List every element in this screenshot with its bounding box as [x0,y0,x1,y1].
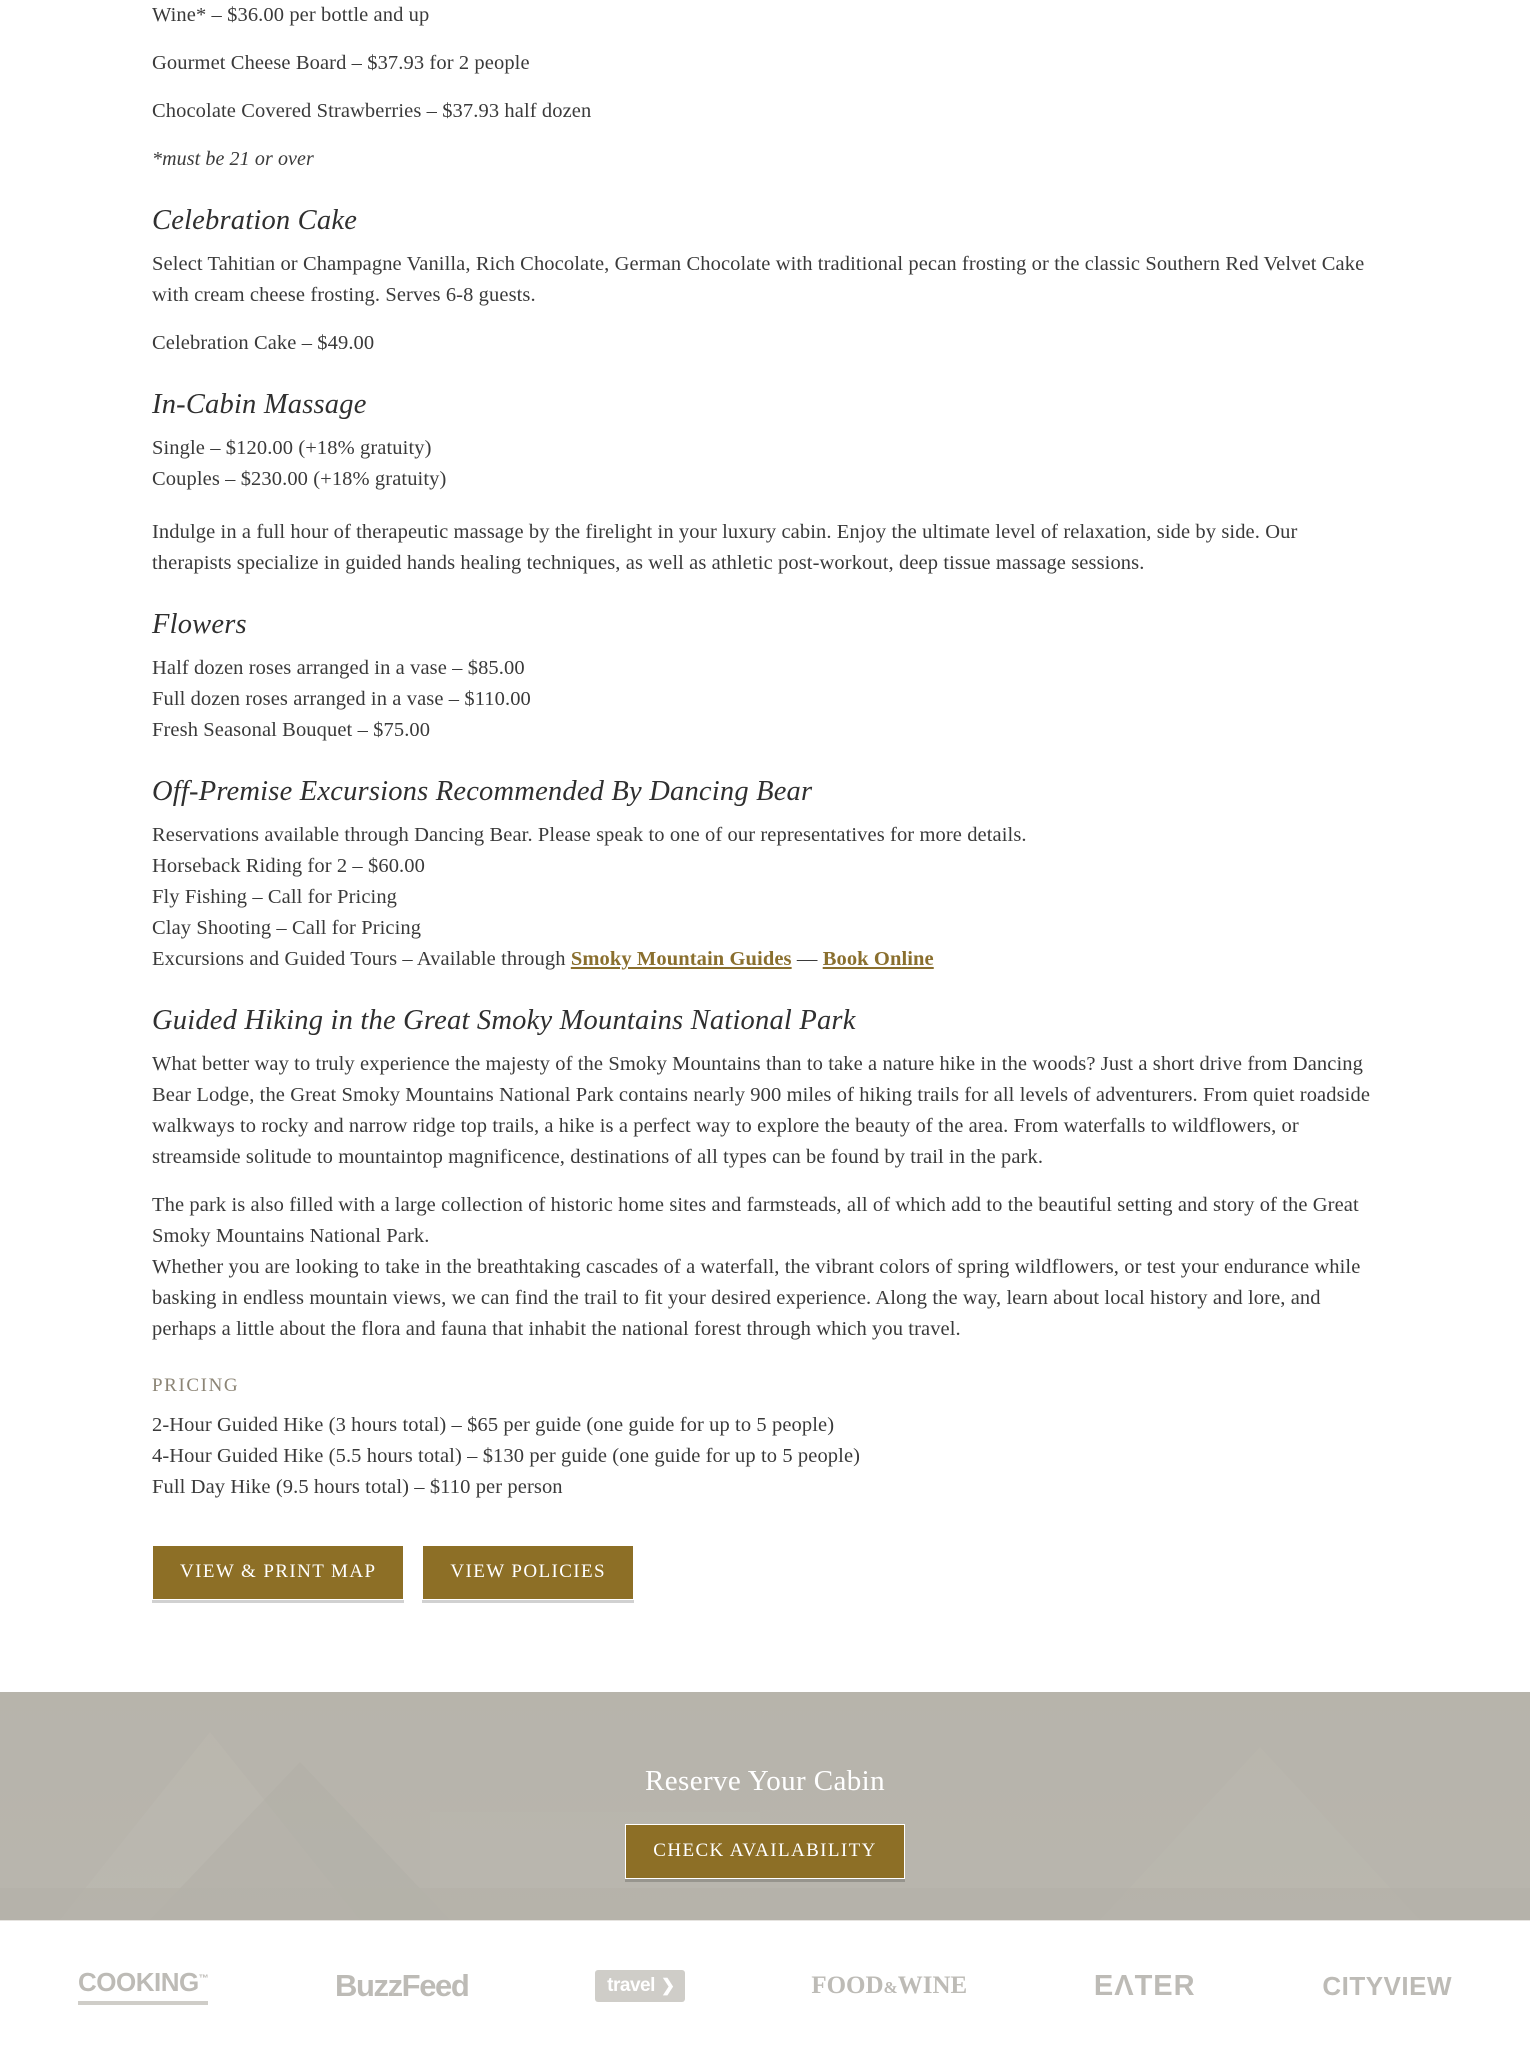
logo-wine-text: WINE [897,1972,968,1999]
reserve-title: Reserve Your Cabin [645,1765,885,1797]
tours-prefix-text: Excursions and Guided Tours – Available through [152,948,571,970]
action-buttons [152,1545,1378,1600]
smoky-mountain-guides-link[interactable]: Smoky Mountain Guides [570,948,792,970]
flowers-item: Half dozen roses arranged in a vase – $85.00 [152,657,525,679]
logo-cityview: CITYVIEW [1322,1970,1452,2001]
check-availability-button[interactable]: CHECK AVAILABILITY [625,1824,904,1879]
logo-cooking-channel [78,1967,208,2005]
section-heading-guided-hiking: Guided Hiking in the Great Smoky Mountains National Park [152,1005,856,1036]
flowers-item: Fresh Seasonal Bouquet – $75.00 [152,719,431,741]
pricing-label: PRICING [152,1375,240,1396]
excursions-item: Horseback Riding for 2 – $60.00 [152,855,425,877]
logo-cooking-text: COOKING [78,1967,199,1997]
tours-dash-text: — [791,948,823,970]
section-heading-celebration-cake: Celebration Cake [152,205,358,236]
book-online-link[interactable]: Book Online [822,948,934,970]
chevron-right-icon: ❯ [660,1976,675,1995]
massage-price-couples: Couples – $230.00 (+18% gratuity) [152,468,447,490]
amenity-line: Wine* – $36.00 per bottle and up [152,4,430,26]
hiking-price-item: Full Day Hike (9.5 hours total) – $110 per person [152,1476,563,1498]
flowers-item: Full dozen roses arranged in a vase – $110.00 [152,688,531,710]
hiking-paragraph-3: Whether you are looking to take in the breathtaking cascades of a waterfall, the vibrant colors of spring wildflowers, or test your endurance while basking in endless mountain views, we can find the trail to fit your desired experience. Along the way, learn about local history and lore, and perhaps a little about the flora and fauna that inhabit the national forest through which you travel. [152,1256,1361,1340]
logo-buzzfeed: BuzzFeed [334,1968,469,2003]
celebration-cake-price: Celebration Cake – $49.00 [152,332,375,354]
logo-cooking-tm: ™ [198,1973,209,1985]
excursions-item: Fly Fishing – Call for Pricing [152,886,398,908]
celebration-cake-description: Select Tahitian or Champagne Vanilla, Rich Chocolate, German Chocolate with traditional pecan frosting or the classic Southern Red Velvet Cake with cream cheese frosting. Serves 6-8 guests. [152,253,1365,306]
excursions-item: Clay Shooting – Call for Pricing [152,917,422,939]
hiking-paragraph-1: What better way to truly experience the majesty of the Smoky Mountains than to take a nature hike in the woods? Just a short drive from Dancing Bear Lodge, the Great Smoky Mountains National Park contains nearly 900 miles of hiking trails for all levels of adventurers. From quiet roadside walkways to rocky and narrow ridge top trails, a hike is a perfect way to explore the beauty of the area. From waterfalls to wildflowers, or streamside solitude to mountaintop magnificence, destinations of all types can be found by trail in the park. [152,1053,1371,1168]
logo-travel-channel [595,1970,684,2002]
logo-ampersand: & [883,1978,898,1997]
section-heading-in-cabin-massage: In-Cabin Massage [152,389,367,420]
excursions-tours-line [152,944,1378,975]
logo-food-text: FOOD [811,1972,884,1999]
reserve-cta-wrap [0,1824,1530,1879]
age-note: *must be 21 or over [152,148,314,170]
amenities-list [152,0,1378,175]
hiking-paragraph-2: The park is also filled with a large collection of historic home sites and farmsteads, all of which add to the beautiful setting and story of the Great Smoky Mountains National Park. [152,1194,1359,1247]
logo-travel-text: travel [607,1975,655,1996]
amenity-line: Chocolate Covered Strawberries – $37.93 half dozen [152,100,592,122]
amenity-line: Gourmet Cheese Board – $37.93 for 2 people [152,52,530,74]
massage-description: Indulge in a full hour of therapeutic massage by the firelight in your luxury cabin. Enjoy the ultimate level of relaxation, side by side. Our therapists specialize in guided hands healing techniques, as well as athletic post-workout, deep tissue massage sessions. [152,521,1298,574]
section-heading-flowers: Flowers [152,609,247,640]
logo-cooking-bar [78,2001,208,2005]
section-heading-off-premise-excursions: Off-Premise Excursions Recommended By Dancing Bear [152,776,813,807]
logo-food-and-wine [811,1972,967,2000]
reserve-your-cabin-band [0,1692,1530,1920]
hiking-price-item: 2-Hour Guided Hike (3 hours total) – $65 per guide (one guide for up to 5 people) [152,1414,835,1436]
excursions-intro: Reservations available through Dancing Bear. Please speak to one of our representatives for more details. [152,824,1027,846]
reserve-inner [0,1692,1530,1879]
massage-price-single: Single – $120.00 (+18% gratuity) [152,437,432,459]
hiking-price-item: 4-Hour Guided Hike (5.5 hours total) – $130 per guide (one guide for up to 5 people) [152,1445,861,1467]
press-logos-strip [0,1920,1530,2051]
logo-eater: EΛTER [1093,1969,1196,2002]
view-print-map-button[interactable]: VIEW & PRINT MAP [152,1545,404,1600]
view-policies-button[interactable]: VIEW POLICIES [422,1545,634,1600]
